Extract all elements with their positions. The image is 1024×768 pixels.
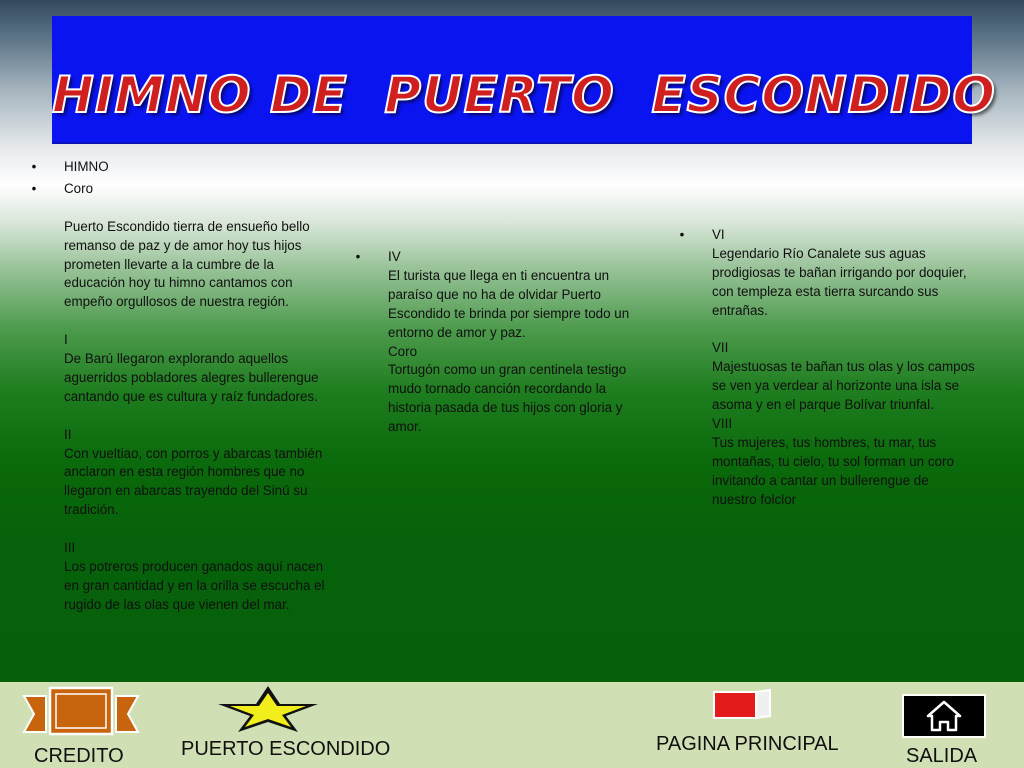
title-banner <box>52 16 996 144</box>
bullet: • <box>355 249 361 264</box>
salida-button[interactable] <box>902 694 986 738</box>
bullet: • <box>679 227 685 242</box>
bullet: • <box>31 180 37 196</box>
bullet: • <box>31 159 37 174</box>
list-item <box>28 158 358 177</box>
verse-iv: IV El turista que llega en ti encuentra un paraíso que no ha de olvidar Puerto Escondido te brinda por siempre todo un entorno de amor y paz. Coro Tortugón como un gran centinela testigo mudo tornado canción recordando la historia pasada de tus hijos con gloria y amor. <box>388 249 630 435</box>
verse-vii-viii: VII Majestuosas te bañan tus olas y los campos se ven ya verdear al horizonte una isla se asoma y en el parque Bolívar triunfal. VIII Tus mujeres, tus hombres, tu mar, tus montañas, tu cielo, tu sol forman un coro invitando a cantar un bullerengue de nuestro folclor <box>712 340 975 507</box>
list-item <box>352 248 662 437</box>
item-himno: HIMNO <box>64 159 109 174</box>
column-left <box>28 158 358 615</box>
item-coro-title: Coro <box>64 180 94 196</box>
column-middle <box>352 248 662 437</box>
puerto-escondido-label[interactable]: PUERTO ESCONDIDO <box>181 738 391 760</box>
puerto-escondido-button[interactable] <box>214 684 322 734</box>
footer-bar <box>0 682 1024 768</box>
pagina-principal-label[interactable]: PAGINA PRINCIPAL <box>656 733 839 755</box>
pagina-principal-button[interactable] <box>712 688 772 722</box>
verse-ii: II Con vueltiao, con porros y abarcas también anclaron en esta región hombres que no llegaron en abarcas trayendo del Sinú su tradición. <box>64 426 323 518</box>
verse-iii: III Los potreros producen ganados aquí nacen en gran cantidad y en la orilla se escucha el rugido de las olas que vienen del mar. <box>64 540 325 612</box>
credito-button[interactable] <box>22 686 140 742</box>
star-icon <box>214 684 322 734</box>
column-right <box>676 226 996 510</box>
home-icon <box>902 694 986 738</box>
verse-vi: VI Legendario Río Canalete sus aguas prodigiosas te bañan irrigando por doquier, con templeza esta tierra surcando sus entrañas. <box>712 227 967 318</box>
list-item <box>676 226 996 510</box>
flag-icon <box>712 688 772 722</box>
salida-label[interactable]: SALIDA <box>906 745 978 767</box>
coro-text: Puerto Escondido tierra de ensueño bello remanso de paz y de amor hoy tus hijos prometen llevarte a la cumbre de la educación hoy tu himno cantamos con empeño orgullosos de nuestra región. <box>64 218 310 310</box>
scroll-banner-icon <box>22 686 140 742</box>
list-item <box>28 180 358 615</box>
verse-i: I De Barú llegaron explorando aquellos aguerridos pobladores alegres bullerengue cantando que es cultura y raíz fundadores. <box>64 332 319 404</box>
credito-label[interactable]: CREDITO <box>34 745 124 767</box>
page-title: HIMNO DE PUERTO ESCONDIDO <box>52 66 996 124</box>
